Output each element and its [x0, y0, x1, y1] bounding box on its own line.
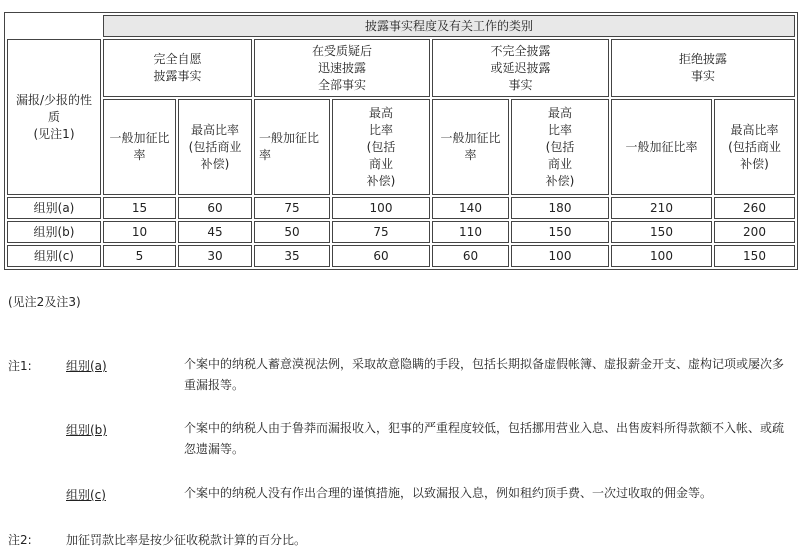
table-row [7, 197, 795, 219]
table-cell: 210 [611, 197, 712, 219]
sub-header-cell: 最高比率 (包括商业 补偿) [178, 99, 252, 195]
sub-header-cell: 最高比率 (包括商业 补偿) [714, 99, 795, 195]
table-cell: 75 [332, 221, 430, 243]
table-title-row [7, 15, 795, 37]
sub-header-row [7, 99, 795, 195]
group-header-row [7, 39, 795, 97]
sub-header-cell: 一般加征比 率 [103, 99, 176, 195]
table-cell: 35 [254, 245, 330, 267]
group-header-voluntary: 完全自愿 披露事实 [103, 39, 252, 97]
table-cell: 75 [254, 197, 330, 219]
group-b-label: 组别(b) [66, 423, 107, 437]
table-cell: 45 [178, 221, 252, 243]
table-cell: 60 [332, 245, 430, 267]
table-cell: 150 [611, 221, 712, 243]
table-cell: 5 [103, 245, 176, 267]
row-label: 组别(c) [7, 245, 101, 267]
table-row [7, 221, 795, 243]
note2-label: 注2: [8, 533, 32, 547]
group-c-label: 组别(c) [66, 488, 106, 502]
table-cell: 100 [332, 197, 430, 219]
table-cell: 60 [432, 245, 509, 267]
table-title: 披露事实程度及有关工作的类别 [103, 15, 795, 37]
group-header-refuse: 拒绝披露 事实 [611, 39, 795, 97]
sub-header-cell: 最高 比率 (包括 商业 补偿) [511, 99, 609, 195]
table-cell: 15 [103, 197, 176, 219]
table-cell: 30 [178, 245, 252, 267]
group-header-incomplete: 不完全披露 或延迟披露 事实 [432, 39, 609, 97]
group-c-text: 个案中的纳税人没有作出合理的谨慎措施，以致漏报入息，例如租约顶手费、一次过收取的佣金等。 [184, 486, 713, 500]
table-cell: 200 [714, 221, 795, 243]
sub-header-cell: 一般加征比 率 [254, 99, 330, 195]
see-notes-text: (见注2及注3) [8, 295, 81, 309]
table-cell: 180 [511, 197, 609, 219]
row-label: 组别(b) [7, 221, 101, 243]
group-a-text: 个案中的纳税人蓄意漠视法例，采取故意隐瞒的手段，包括长期拟备虚假帐簿、虚报薪金开支、虚构记项或屡次多重漏报等。 [184, 357, 785, 392]
row-label: 组别(a) [7, 197, 101, 219]
table-cell: 60 [178, 197, 252, 219]
table-cell: 10 [103, 221, 176, 243]
table-cell: 100 [511, 245, 609, 267]
table-cell: 140 [432, 197, 509, 219]
table-cell: 260 [714, 197, 795, 219]
table-cell: 150 [714, 245, 795, 267]
table-cell: 110 [432, 221, 509, 243]
penalty-rate-table [4, 12, 798, 270]
group-a-label: 组别(a) [66, 359, 107, 373]
table-cell: 150 [511, 221, 609, 243]
row-header: 漏报/少报的性质 (见注1) [7, 39, 101, 195]
note1-label: 注1: [8, 359, 32, 373]
group-header-prompt: 在受质疑后 迅速披露 全部事实 [254, 39, 430, 97]
note2-text: 加征罚款比率是按少征收税款计算的百分比。 [66, 533, 307, 547]
group-b-text: 个案中的纳税人由于鲁莽而漏报收入，犯事的严重程度较低，包括挪用营业入息、出售废料所得款额不入帐、或疏忽遗漏等。 [184, 421, 785, 456]
table-title-spacer [7, 15, 101, 37]
sub-header-cell: 一般加征比 率 [432, 99, 509, 195]
table-cell: 100 [611, 245, 712, 267]
sub-header-cell: 最高 比率 (包括 商业 补偿) [332, 99, 430, 195]
table-cell: 50 [254, 221, 330, 243]
sub-header-cell: 一般加征比率 [611, 99, 712, 195]
table-row [7, 245, 795, 267]
